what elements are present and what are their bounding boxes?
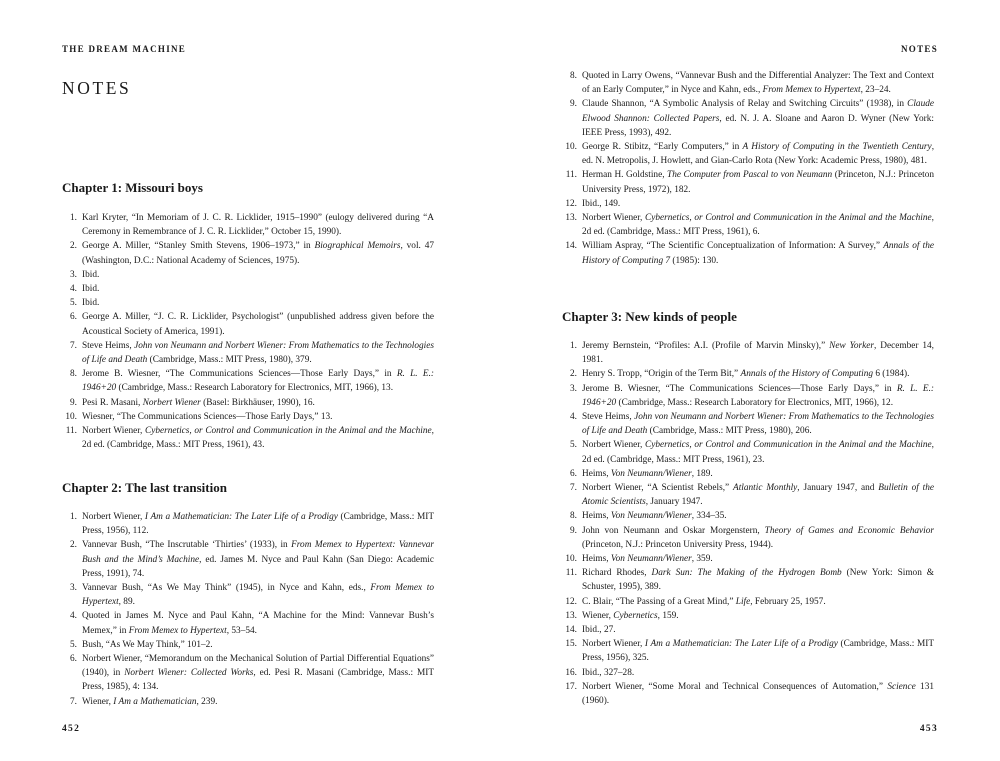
page-title: NOTES bbox=[62, 78, 132, 98]
note-title-italic: Biographical Memoirs bbox=[314, 241, 401, 252]
note-item: 5. Bush, “As We May Think,” 101–2. bbox=[62, 638, 434, 652]
note-number: 17. bbox=[565, 681, 577, 692]
note-title-italic: R. L. E.: 1946+20 bbox=[82, 369, 434, 394]
note-item: 4. Steve Heims, John von Neumann and Norbert Wiener: From Mathematics to the Technologies of Life and Death (Cambridge, Mass.: MIT Press, 1980), 206. bbox=[562, 410, 934, 438]
note-number: 4. bbox=[570, 412, 577, 423]
note-number: 3. bbox=[70, 583, 77, 594]
note-title-italic: John von Neumann and Norbert Wiener: From Mathematics to the Technologies of Life and Death bbox=[82, 340, 434, 366]
note-item: 11. Herman H. Goldstine, The Computer from Pascal to von Neumann (Princeton, N.J.: Princeton University Press, 1972), 182. bbox=[562, 168, 934, 196]
page-number-left: 452 bbox=[62, 724, 81, 734]
note-item: 14. Ibid., 27. bbox=[562, 623, 934, 637]
note-number: 9. bbox=[570, 99, 577, 110]
note-item: 8. Jerome B. Wiesner, “The Communications Sciences—Those Early Days,” in R. L. E.: 1946+20 (Cambridge, Mass.: Research Laboratory for Electronics, MIT, 1966), 13. bbox=[62, 367, 434, 395]
note-item: 8. Quoted in Larry Owens, “Vannevar Bush and the Differential Analyzer: The Text and Context of an Early Computer,” in Nyce and Kahn, eds., From Memex to Hypertext, 23–24. bbox=[562, 69, 934, 97]
chapter-1-notes bbox=[62, 211, 434, 452]
note-item: 7. Wiener, I Am a Mathematician, 239. bbox=[62, 695, 434, 709]
note-number: 7. bbox=[70, 696, 77, 707]
note-title-italic: New Yorker bbox=[829, 341, 875, 351]
note-number: 10. bbox=[565, 554, 577, 565]
note-item: 9. Pesi R. Masani, Norbert Wiener (Basel: Birkhäuser, 1990), 16. bbox=[62, 396, 434, 410]
note-item: 13. Norbert Wiener, Cybernetics, or Control and Communication in the Animal and the Machine, 2d ed. (Cambridge, Mass.: MIT Press, 1961), 6. bbox=[562, 211, 934, 239]
note-number: 13. bbox=[565, 610, 577, 621]
note-item: 10. Heims, Von Neumann/Wiener, 359. bbox=[562, 552, 934, 566]
note-number: 2. bbox=[70, 241, 77, 252]
note-title-italic: Claude Elwood Shannon: Collected Papers bbox=[582, 99, 934, 124]
note-number: 7. bbox=[70, 340, 77, 351]
note-title-italic: Von Neumann/Wiener bbox=[610, 554, 692, 565]
note-number: 12. bbox=[565, 596, 577, 607]
note-number: 1. bbox=[70, 512, 77, 522]
note-item: 12. Ibid., 149. bbox=[562, 197, 934, 211]
note-number: 12. bbox=[565, 198, 577, 209]
note-item: 6. Heims, Von Neumann/Wiener, 189. bbox=[562, 467, 934, 481]
note-number: 3. bbox=[570, 383, 577, 394]
note-title-italic: The Computer from Pascal to von Neumann bbox=[667, 170, 833, 181]
note-number: 6. bbox=[70, 312, 77, 323]
note-title-italic: From Memex to Hypertext: Vannevar Bush and the Mind’s Machine bbox=[82, 540, 434, 565]
note-item: 9. John von Neumann and Oskar Morgenstern, Theory of Games and Economic Behavior (Princeton, N.J.: Princeton University Press, 1944). bbox=[562, 524, 934, 552]
note-number: 5. bbox=[70, 639, 77, 650]
note-item: 3. Ibid. bbox=[62, 268, 434, 282]
note-item: 5. Norbert Wiener, Cybernetics, or Control and Communication in the Animal and the Machine, 2d ed. (Cambridge, Mass.: MIT Press, 1961), 23. bbox=[562, 438, 934, 466]
note-item: 4. Quoted in James M. Nyce and Paul Kahn, “A Machine for the Mind: Vannevar Bush’s Memex,” in From Memex to Hypertext, 53–54. bbox=[62, 609, 434, 637]
note-title-italic: Norbert Wiener bbox=[142, 397, 201, 408]
note-number: 1. bbox=[70, 213, 77, 223]
note-item: 10. George R. Stibitz, “Early Computers,” in A History of Computing in the Twentieth Century, ed. N. Metropolis, J. Howlett, and Gian-Carlo Rota (New York: Academic Press, 1980), 481. bbox=[562, 140, 934, 168]
note-item: 13. Wiener, Cybernetics, 159. bbox=[562, 609, 934, 623]
right-page bbox=[500, 0, 1000, 761]
note-item: 1. Norbert Wiener, I Am a Mathematician: The Later Life of a Prodigy (Cambridge, Mass.: MIT Press, 1956), 112. bbox=[62, 510, 434, 538]
note-number: 13. bbox=[565, 213, 577, 224]
note-number: 11. bbox=[565, 170, 577, 181]
note-title-italic: A History of Computing in the Twentieth Century bbox=[742, 142, 932, 153]
note-title-italic: I Am a Mathematician bbox=[113, 696, 197, 707]
note-item: 10. Wiesner, “The Communications Sciences—Those Early Days,” 13. bbox=[62, 410, 434, 424]
note-title-italic: Annals of the History of Computing 7 bbox=[582, 241, 934, 266]
note-title-italic: John von Neumann and Norbert Wiener: From Mathematics to the Technologies of Life and Death bbox=[582, 412, 934, 437]
note-number: 5. bbox=[70, 298, 77, 309]
note-title-italic: From Memex to Hypertext bbox=[128, 625, 227, 636]
note-title-italic: Cybernetics bbox=[613, 610, 658, 621]
note-number: 14. bbox=[565, 625, 577, 636]
note-item: 14. William Aspray, “The Scientific Conceptualization of Information: A Survey,” Annals of the History of Computing 7 (1985): 130. bbox=[562, 239, 934, 267]
note-title-italic: Cybernetics, or Control and Communication in the Animal and the Machine bbox=[645, 440, 932, 451]
note-item: 1. Karl Kryter, “In Memoriam of J. C. R. Licklider, 1915–1990” (eulogy delivered during “A Ceremony in Remembrance of J. C. R. Licklider,” October 15, 1990). bbox=[62, 211, 434, 239]
note-title-italic: I Am a Mathematician: The Later Life of a Prodigy bbox=[144, 512, 338, 522]
note-title-italic: Science bbox=[887, 681, 916, 692]
note-number: 10. bbox=[565, 142, 577, 153]
note-title-italic: Cybernetics, or Control and Communication in the Animal and the Machine bbox=[645, 213, 932, 224]
note-title-italic: Annals of the History of Computing bbox=[740, 369, 873, 380]
note-title-italic: I Am a Mathematician: The Later Life of a Prodigy bbox=[644, 639, 838, 650]
note-item: 11. Norbert Wiener, Cybernetics, or Control and Communication in the Animal and the Machine, 2d ed. (Cambridge, Mass.: MIT Press, 1961), 43. bbox=[62, 424, 434, 452]
note-number: 7. bbox=[570, 483, 577, 494]
note-number: 9. bbox=[570, 525, 577, 536]
note-title-italic: Von Neumann/Wiener bbox=[610, 468, 692, 479]
note-number: 6. bbox=[570, 468, 577, 479]
note-number: 9. bbox=[70, 397, 77, 408]
note-title-italic: Norbert Wiener: Collected Works bbox=[124, 668, 254, 679]
note-item: 7. Norbert Wiener, “A Scientist Rebels,” Atlantic Monthly, January 1947, and Bulletin of the Atomic Scientists, January 1947. bbox=[562, 481, 934, 509]
note-title-italic: Cybernetics, or Control and Communication in the Animal and the Machine bbox=[145, 426, 432, 437]
note-item: 3. Vannevar Bush, “As We May Think” (1945), in Nyce and Kahn, eds., From Memex to Hypertext, 89. bbox=[62, 581, 434, 609]
note-item: 2. Henry S. Tropp, “Origin of the Term Bit,” Annals of the History of Computing 6 (1984). bbox=[562, 367, 934, 381]
note-title-italic: Von Neumann/Wiener bbox=[610, 511, 692, 522]
note-title-italic: Theory of Games and Economic Behavior bbox=[764, 525, 934, 536]
chapter-2-notes-continued bbox=[562, 69, 934, 268]
note-item: 12. C. Blair, “The Passing of a Great Mind,” Life, February 25, 1957. bbox=[562, 595, 934, 609]
note-item: 7. Steve Heims, John von Neumann and Norbert Wiener: From Mathematics to the Technologies of Life and Death (Cambridge, Mass.: MIT Press, 1980), 379. bbox=[62, 339, 434, 367]
note-title-italic: Life bbox=[735, 596, 751, 607]
note-number: 14. bbox=[565, 241, 577, 252]
note-number: 10. bbox=[65, 411, 77, 422]
note-number: 1. bbox=[570, 341, 577, 351]
note-item: 6. George A. Miller, “J. C. R. Licklider, Psychologist” (unpublished address given before the Acoustical Society of America, 1991). bbox=[62, 310, 434, 338]
note-title-italic: Dark Sun: The Making of the Hydrogen Bomb bbox=[651, 568, 842, 579]
running-head-right: NOTES bbox=[900, 44, 938, 54]
note-item: 9. Claude Shannon, “A Symbolic Analysis of Relay and Switching Circuits” (1938), in Claude Elwood Shannon: Collected Papers, ed. N. J. A. Sloane and Aaron D. Wyner (New York: IEEE Press, 1993), 492. bbox=[562, 97, 934, 140]
note-number: 2. bbox=[70, 540, 77, 551]
note-number: 11. bbox=[565, 568, 577, 579]
note-number: 6. bbox=[70, 654, 77, 665]
note-number: 11. bbox=[65, 426, 77, 437]
chapter-1-heading: Chapter 1: Missouri boys bbox=[62, 180, 203, 195]
note-title-italic: Atlantic Monthly bbox=[733, 483, 798, 494]
note-item: 2. George A. Miller, “Stanley Smith Stevens, 1906–1973,” in Biographical Memoirs, vol. 47 (Washington, D.C.: National Academy of Sciences, 1975). bbox=[62, 239, 434, 267]
note-number: 8. bbox=[570, 71, 577, 81]
note-number: 3. bbox=[70, 269, 77, 280]
note-item: 1. Jeremy Bernstein, “Profiles: A.I. (Profile of Marvin Minsky),” New Yorker, December 14, 1981. bbox=[562, 339, 934, 367]
note-item: 2. Vannevar Bush, “The Inscrutable ‘Thirties’ (1933), in From Memex to Hypertext: Vannevar Bush and the Mind’s Machine, ed. James M. Nyce and Paul Kahn (San Diego: Academic Press, 1991), 74. bbox=[62, 538, 434, 581]
page-number-right: 453 bbox=[919, 724, 938, 734]
note-item: 8. Heims, Von Neumann/Wiener, 334–35. bbox=[562, 509, 934, 523]
chapter-3-heading: Chapter 3: New kinds of people bbox=[562, 309, 737, 324]
note-title-italic: From Memex to Hypertext bbox=[762, 85, 861, 96]
note-title-italic: R. L. E.: 1946+20 bbox=[582, 383, 934, 408]
note-item: 5. Ibid. bbox=[62, 296, 434, 310]
note-number: 5. bbox=[570, 440, 577, 451]
note-item: 11. Richard Rhodes, Dark Sun: The Making of the Hydrogen Bomb (New York: Simon & Schuster, 1995), 389. bbox=[562, 566, 934, 594]
chapter-2-notes bbox=[62, 510, 434, 709]
note-item: 6. Norbert Wiener, “Memorandum on the Mechanical Solution of Partial Differential Equations” (1940), in Norbert Wiener: Collected Works, ed. Pesi R. Masani (Cambridge, Mass.: MIT Press, 1985), 4: 134. bbox=[62, 652, 434, 695]
running-head-left: THE DREAM MACHINE bbox=[62, 44, 187, 54]
note-number: 2. bbox=[570, 369, 577, 380]
note-item: 16. Ibid., 327–28. bbox=[562, 666, 934, 680]
note-number: 16. bbox=[565, 667, 577, 678]
note-number: 4. bbox=[70, 284, 77, 295]
chapter-3-notes bbox=[562, 339, 934, 708]
chapter-2-heading: Chapter 2: The last transition bbox=[62, 480, 227, 495]
note-number: 15. bbox=[565, 639, 577, 650]
note-title-italic: Bulletin of the Atomic Scientists bbox=[582, 483, 935, 508]
note-number: 4. bbox=[70, 611, 77, 622]
note-number: 8. bbox=[70, 369, 77, 380]
note-item: 17. Norbert Wiener, “Some Moral and Technical Consequences of Automation,” Science 131 (1960). bbox=[562, 680, 934, 708]
note-item: 3. Jerome B. Wiesner, “The Communications Sciences—Those Early Days,” in R. L. E.: 1946+20 (Cambridge, Mass.: Research Laboratory for Electronics, MIT, 1966), 12. bbox=[562, 382, 934, 410]
note-item: 15. Norbert Wiener, I Am a Mathematician: The Later Life of a Prodigy (Cambridge, Mass.: MIT Press, 1956), 325. bbox=[562, 637, 934, 665]
note-title-italic: From Memex to Hypertext bbox=[82, 583, 434, 608]
note-number: 8. bbox=[570, 511, 577, 522]
note-item: 4. Ibid. bbox=[62, 282, 434, 296]
